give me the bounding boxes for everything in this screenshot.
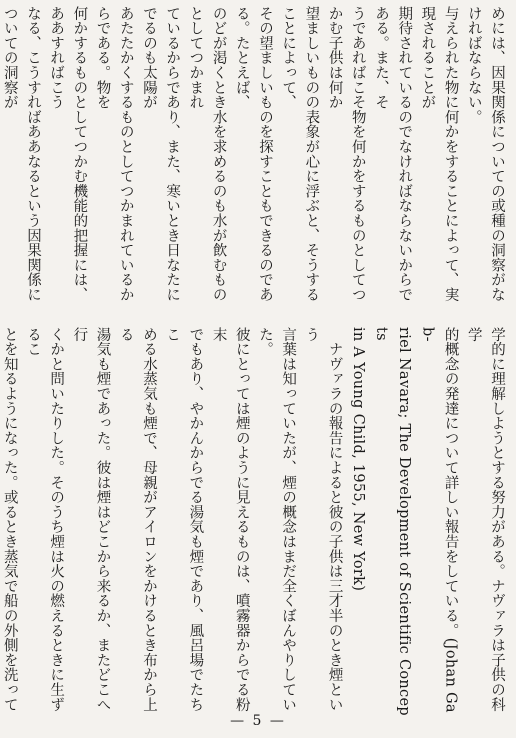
page-number: — 5 — xyxy=(230,713,286,729)
lower-text-block: 学的に理解しようとする努力がある。ナヴァラは子供の科学 的概念の発達について詳しい報告をしている。(Johan Gab- riel Navara; The Development of Scientific Concepts in A Young Child, 1955, New York) ナヴァラの報告によると彼の子供は三才半のとき煙という 言葉は知っていたが、煙の概念はまだ全くぼんやりしていた。 彼にとっては煙のように見えるものは、噴霧器からでる粉末 でもあり、やかんからでる湯気も煙であり、風呂場でたちこ める水蒸気も煙で、母親がアイロンをかけるとき布から上る 湯気も煙であった。彼は煙はどこから来るか、またどこへ行 くかと問いたりした。そのうち煙は火の燃えるときに生ずるこ とを知るようになった。或るとき蒸気で船の外側を洗って xyxy=(1,327,505,716)
upper-text-block: めには、因果関係についての或種の洞察がなければならない。 与えられた物に何かをすることによって、実現されることが 期待されているのでなければならないからである。また、そ うであればこそ物を何かをするものとしてつかむ子供は何か 望ましいものの表象が心に浮ぶと、そうすることによって、 その望ましいものを探すこともできるのである。たとえば、 のどが渇くとき水を求めるのも水が飲むものとしてつかまれ ているからであり、また、寒いとき日なたにでるのも太陽が あたたかくするものとしてつかまれているからである。物を 何かするものとしてつかむ機能的把握には、ああすればこう なる、こうすればああなるという因果関係についての洞察が xyxy=(1,6,505,302)
